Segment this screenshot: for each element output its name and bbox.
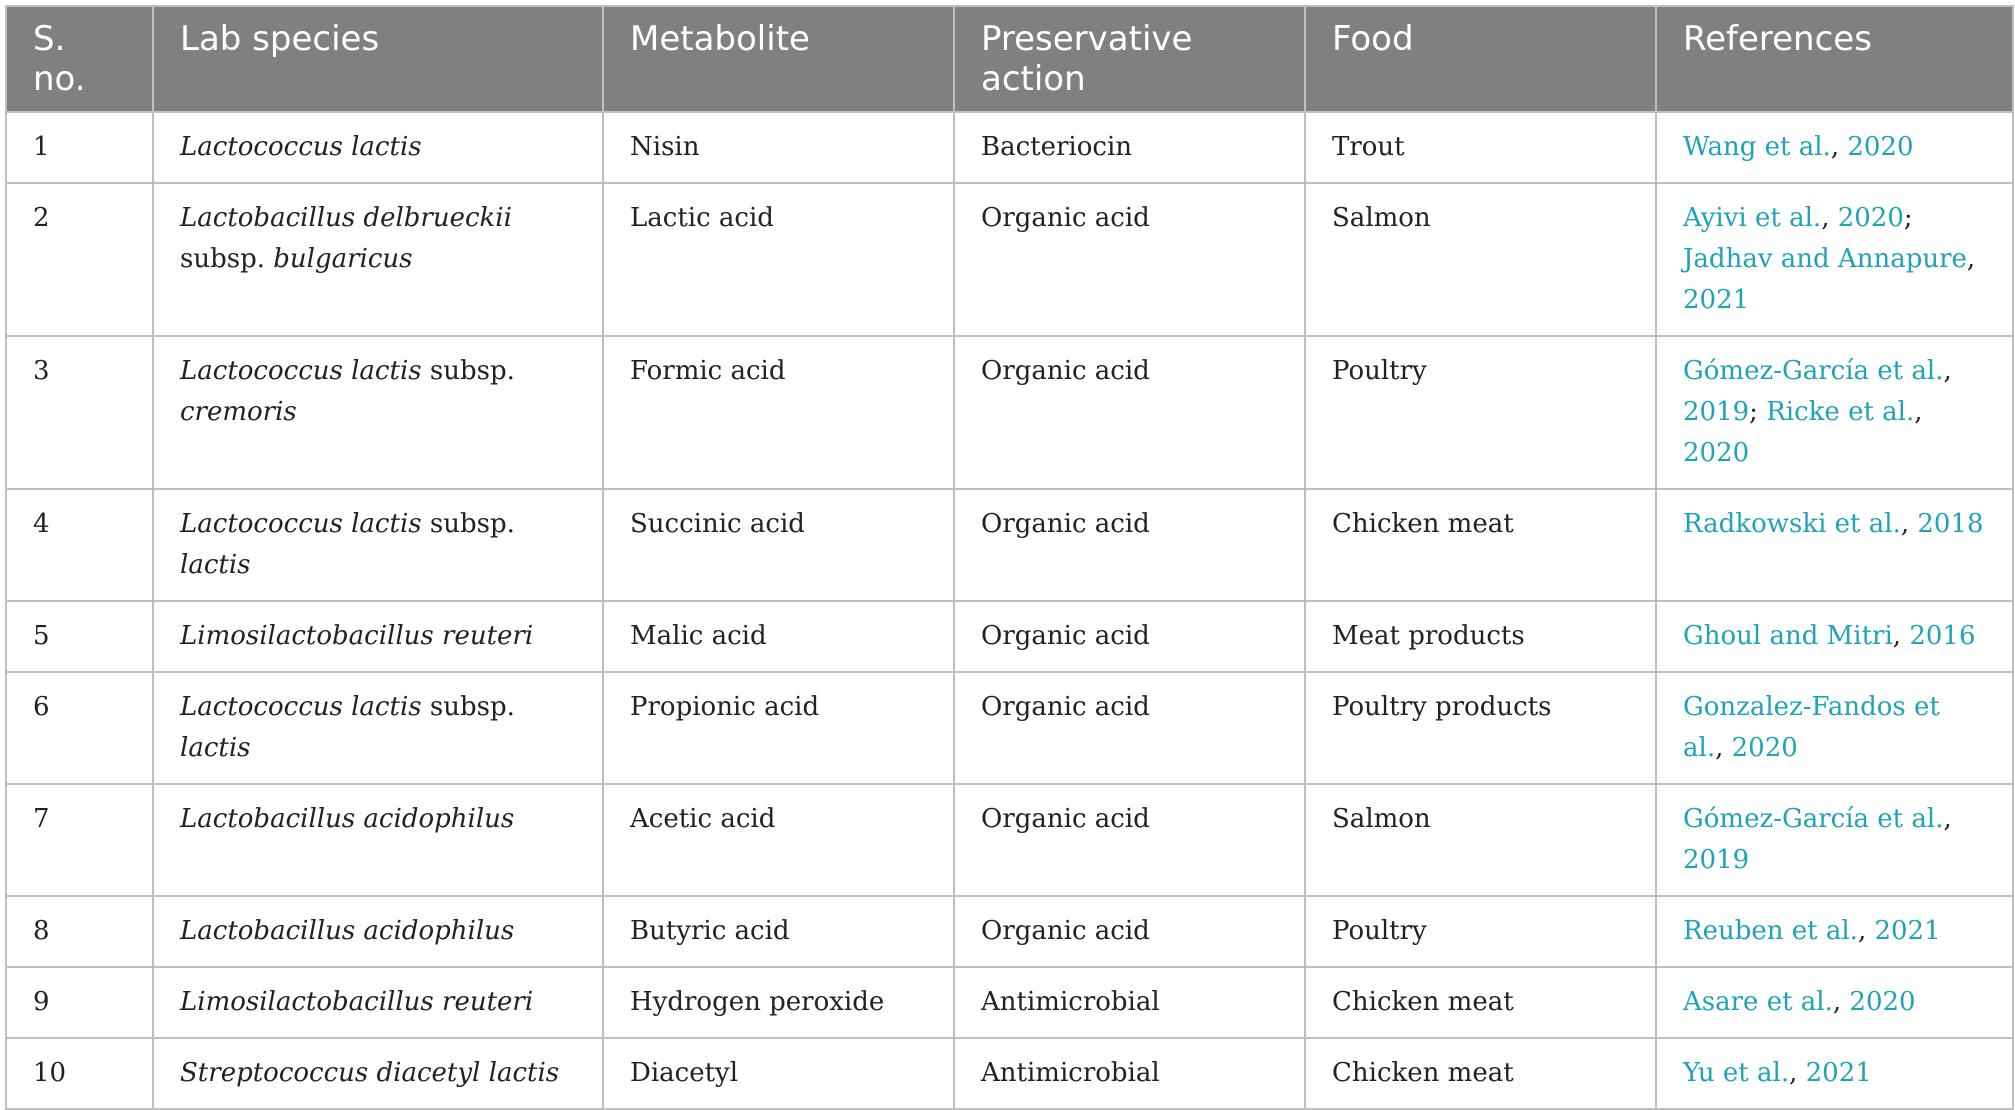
- cell-metabolite: Malic acid: [603, 601, 954, 672]
- table-row: [6, 489, 2013, 601]
- cell-references: [1656, 112, 2013, 183]
- reference-author-link[interactable]: Ghoul and Mitri: [1683, 621, 1893, 651]
- species-name-italic: lactis: [180, 733, 251, 763]
- cell-metabolite: Propionic acid: [603, 672, 954, 784]
- species-name-italic: Lactobacillus acidophilus: [180, 916, 515, 946]
- cell-sno: 7: [6, 784, 153, 896]
- cell-food: Chicken meat: [1305, 489, 1656, 601]
- cell-references: [1656, 784, 2013, 896]
- cell-references: [1656, 336, 2013, 489]
- cell-sno: 3: [6, 336, 153, 489]
- cell-references: [1656, 489, 2013, 601]
- cell-lab-species: [153, 784, 603, 896]
- cell-lab-species: [153, 112, 603, 183]
- reference-comma: ,: [1830, 132, 1848, 162]
- reference-author-link[interactable]: Ayivi et al.: [1683, 203, 1822, 233]
- species-name-italic: Lactococcus lactis: [180, 132, 422, 162]
- cell-metabolite: Succinic acid: [603, 489, 954, 601]
- cell-metabolite: Lactic acid: [603, 183, 954, 336]
- cell-lab-species: [153, 489, 603, 601]
- cell-metabolite: Diacetyl: [603, 1038, 954, 1109]
- cell-food: Poultry products: [1305, 672, 1656, 784]
- cell-lab-species: [153, 672, 603, 784]
- table-row: [6, 601, 2013, 672]
- cell-sno: 9: [6, 967, 153, 1038]
- reference-comma: ,: [1943, 356, 1952, 386]
- cell-lab-species: [153, 601, 603, 672]
- cell-food: Chicken meat: [1305, 967, 1656, 1038]
- cell-sno: 6: [6, 672, 153, 784]
- species-name-italic: Limosilactobacillus reuteri: [180, 621, 534, 651]
- species-subsp-text: subsp.: [180, 244, 274, 274]
- reference-comma: ,: [1715, 733, 1732, 763]
- cell-preservative-action: Organic acid: [954, 896, 1305, 967]
- cell-food: Salmon: [1305, 784, 1656, 896]
- cell-lab-species: [153, 183, 603, 336]
- header-preservative-action: Preservative action: [954, 6, 1305, 112]
- cell-sno: 4: [6, 489, 153, 601]
- reference-year-link[interactable]: 2019: [1683, 397, 1750, 427]
- cell-food: Salmon: [1305, 183, 1656, 336]
- species-name-italic: Streptococcus diacetyl lactis: [180, 1058, 560, 1088]
- cell-sno: 5: [6, 601, 153, 672]
- cell-preservative-action: Antimicrobial: [954, 967, 1305, 1038]
- header-food: Food: [1305, 6, 1656, 112]
- cell-preservative-action: Organic acid: [954, 784, 1305, 896]
- cell-sno: 1: [6, 112, 153, 183]
- species-name-italic: Lactococcus lactis: [180, 509, 422, 539]
- cell-metabolite: Butyric acid: [603, 896, 954, 967]
- cell-metabolite: Nisin: [603, 112, 954, 183]
- species-name-italic: Lactobacillus delbrueckii: [180, 203, 512, 233]
- reference-year-link[interactable]: 2016: [1909, 621, 1976, 651]
- cell-preservative-action: Organic acid: [954, 489, 1305, 601]
- cell-preservative-action: Organic acid: [954, 336, 1305, 489]
- header-metabolite: Metabolite: [603, 6, 954, 112]
- cell-food: Poultry: [1305, 336, 1656, 489]
- header-lab-species: Lab species: [153, 6, 603, 112]
- table-row: [6, 896, 2013, 967]
- species-subsp-text: subsp.: [421, 509, 515, 539]
- lab-metabolites-table: [5, 5, 2014, 1110]
- cell-preservative-action: Bacteriocin: [954, 112, 1305, 183]
- reference-author-link[interactable]: Gonzalez-Fandos et al.: [1683, 692, 1940, 763]
- cell-metabolite: Acetic acid: [603, 784, 954, 896]
- species-name-italic: lactis: [180, 550, 251, 580]
- reference-author-link[interactable]: Gómez-García et al.: [1683, 804, 1944, 834]
- reference-author-link[interactable]: Jadhav and Annapure: [1683, 244, 1967, 274]
- reference-comma: ,: [1900, 509, 1918, 539]
- table-row: [6, 967, 2013, 1038]
- cell-lab-species: [153, 336, 603, 489]
- table-header: [6, 6, 2013, 112]
- reference-comma: ,: [1821, 203, 1838, 233]
- header-references: References: [1656, 6, 2013, 112]
- reference-year-link[interactable]: 2020: [1837, 203, 1904, 233]
- cell-references: [1656, 183, 2013, 336]
- reference-year-link[interactable]: 2018: [1917, 509, 1984, 539]
- cell-preservative-action: Organic acid: [954, 183, 1305, 336]
- reference-separator: ;: [1749, 397, 1767, 427]
- cell-lab-species: [153, 1038, 603, 1109]
- reference-year-link[interactable]: 2021: [1805, 1058, 1872, 1088]
- reference-author-link[interactable]: Yu et al.: [1683, 1058, 1790, 1088]
- cell-food: Trout: [1305, 112, 1656, 183]
- table-row: [6, 112, 2013, 183]
- cell-preservative-action: Organic acid: [954, 601, 1305, 672]
- cell-sno: 10: [6, 1038, 153, 1109]
- species-name-italic: Limosilactobacillus reuteri: [180, 987, 534, 1017]
- reference-author-link[interactable]: Ricke et al.: [1766, 397, 1915, 427]
- reference-comma: ,: [1966, 244, 1976, 274]
- species-subsp-text: subsp.: [421, 356, 515, 386]
- cell-lab-species: [153, 967, 603, 1038]
- table-row: [6, 336, 2013, 489]
- cell-references: [1656, 601, 2013, 672]
- table-row: [6, 1038, 2013, 1109]
- reference-year-link[interactable]: 2020: [1847, 132, 1914, 162]
- reference-comma: ,: [1857, 916, 1875, 946]
- reference-author-link[interactable]: Radkowski et al.: [1683, 509, 1901, 539]
- reference-author-link[interactable]: Gómez-García et al.: [1683, 356, 1944, 386]
- species-name-italic: Lactobacillus acidophilus: [180, 804, 515, 834]
- reference-comma: ,: [1943, 804, 1952, 834]
- reference-comma: ,: [1892, 621, 1910, 651]
- reference-year-link[interactable]: 2020: [1731, 733, 1798, 763]
- species-name-italic: bulgaricus: [273, 244, 413, 274]
- reference-comma: ,: [1832, 987, 1850, 1017]
- cell-preservative-action: Organic acid: [954, 672, 1305, 784]
- cell-references: [1656, 1038, 2013, 1109]
- reference-comma: ,: [1789, 1058, 1806, 1088]
- cell-metabolite: Formic acid: [603, 336, 954, 489]
- table-row: [6, 784, 2013, 896]
- reference-separator: ;: [1903, 203, 1913, 233]
- table-row: [6, 183, 2013, 336]
- cell-metabolite: Hydrogen peroxide: [603, 967, 954, 1038]
- cell-food: Meat products: [1305, 601, 1656, 672]
- cell-preservative-action: Antimicrobial: [954, 1038, 1305, 1109]
- reference-year-link[interactable]: 2021: [1874, 916, 1941, 946]
- species-subsp-text: subsp.: [421, 692, 515, 722]
- reference-author-link[interactable]: Reuben et al.: [1683, 916, 1858, 946]
- cell-references: [1656, 967, 2013, 1038]
- reference-year-link[interactable]: 2019: [1683, 845, 1750, 875]
- reference-year-link[interactable]: 2020: [1683, 438, 1750, 468]
- species-name-italic: Lactococcus lactis: [180, 692, 422, 722]
- cell-food: Poultry: [1305, 896, 1656, 967]
- cell-references: [1656, 896, 2013, 967]
- header-sno: S. no.: [6, 6, 153, 112]
- table-body: [6, 112, 2013, 1109]
- reference-author-link[interactable]: Wang et al.: [1683, 132, 1831, 162]
- species-name-italic: cremoris: [180, 397, 297, 427]
- reference-year-link[interactable]: 2020: [1849, 987, 1916, 1017]
- cell-sno: 2: [6, 183, 153, 336]
- reference-comma: ,: [1914, 397, 1923, 427]
- reference-author-link[interactable]: Asare et al.: [1683, 987, 1833, 1017]
- cell-food: Chicken meat: [1305, 1038, 1656, 1109]
- species-name-italic: Lactococcus lactis: [180, 356, 422, 386]
- cell-references: [1656, 672, 2013, 784]
- cell-lab-species: [153, 896, 603, 967]
- header-row: [6, 6, 2013, 112]
- table-row: [6, 672, 2013, 784]
- cell-sno: 8: [6, 896, 153, 967]
- reference-year-link[interactable]: 2021: [1683, 285, 1750, 315]
